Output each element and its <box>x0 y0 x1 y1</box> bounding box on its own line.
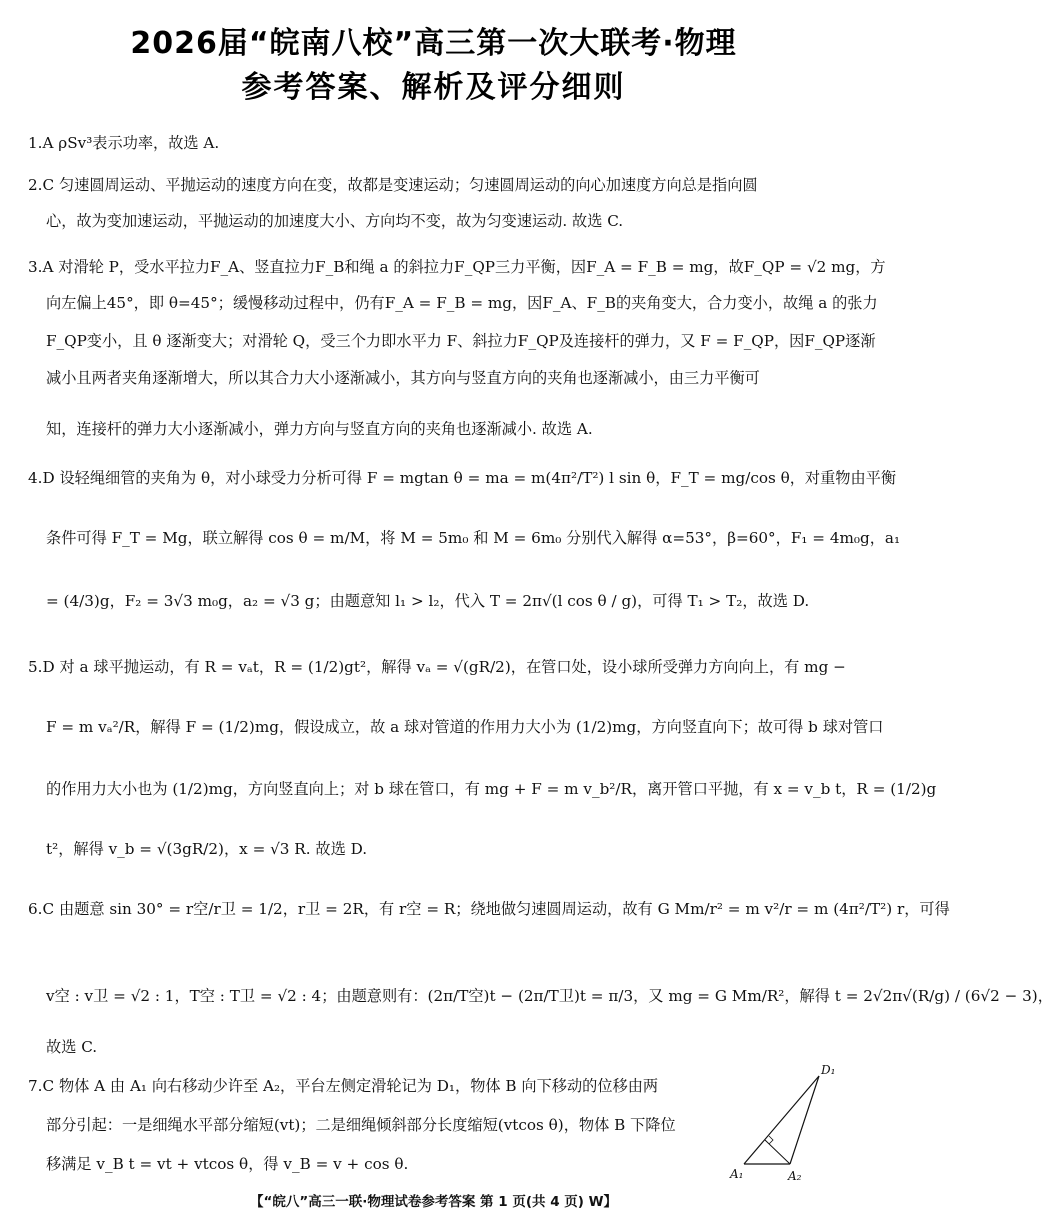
pulley-geometry-figure <box>724 1064 844 1184</box>
answer-1-line-1: 1.A ρSv³表示功率，故选 A. <box>28 134 220 152</box>
answer-4-line-1: 4.D 设轻绳细管的夹角为 θ，对小球受力分析可得 F = mgtan θ = ma = m(4π²/T²) l sin θ，F_T = mg/cos θ，对重物由平衡 <box>28 469 897 487</box>
answer-6-line-1: 6.C 由题意 sin 30° = r空/r卫 = 1/2，r卫 = 2R，有 r空 = R；绕地做匀速圆周运动，故有 G Mm/r² = m v²/r = m (4π²/T²) r，可得 <box>28 900 950 918</box>
page-footer: 【“皖八”高三一联·物理试卷参考答案 第 1 页(共 4 页) W】 <box>249 1194 618 1210</box>
answer-3-line-4: 减小且两者夹角逐渐增大，所以其合力大小逐渐减小，其方向与竖直方向的夹角也逐渐减小，由三力平衡可 <box>46 369 760 387</box>
label-a2: A₂ <box>788 1169 802 1183</box>
answer-6-line-2: v空 : v卫 = √2 : 1，T空 : T卫 = √2 : 4；由题意则有：(2π/T空)t − (2π/T卫)t = π/3，又 mg = G Mm/R²，解得 t = 2√2π√(R/g) / (6√2 − 3)， <box>46 987 1053 1005</box>
answer-2-line-2: 心，故为变加速运动，平抛运动的加速度大小、方向均不变，故为匀变速运动. 故选 C. <box>46 212 624 230</box>
answer-5-line-1: 5.D 对 a 球平抛运动，有 R = vₐt，R = (1/2)gt²，解得 vₐ = √(gR/2)，在管口处，设小球所受弹力方向向上，有 mg − <box>28 658 846 676</box>
label-a1: A₁ <box>730 1167 744 1181</box>
answer-5-line-2: F = m vₐ²/R，解得 F = (1/2)mg，假设成立，故 a 球对管道的作用力大小为 (1/2)mg，方向竖直向下；故可得 b 球对管口 <box>46 718 884 736</box>
answer-2-line-1: 2.C 匀速圆周运动、平抛运动的速度方向在变，故都是变速运动；匀速圆周运动的向心加速度方向总是指向圆 <box>28 176 758 194</box>
answer-5-line-4: t²，解得 v_b = √(3gR/2)，x = √3 R. 故选 D. <box>46 840 368 858</box>
answer-7-line-2: 部分引起：一是细绳水平部分缩短(vt)；二是细绳倾斜部分长度缩短(vtcos θ)，物体 B 下降位 <box>46 1116 676 1134</box>
answer-6-line-3: 故选 C. <box>46 1038 98 1056</box>
answer-3-line-5: 知，连接杆的弹力大小逐渐减小，弹力方向与竖直方向的夹角也逐渐减小. 故选 A. <box>46 420 593 438</box>
answer-3-line-3: F_QP变小，且 θ 逐渐变大；对滑轮 Q，受三个力即水平力 F、斜拉力F_QP及连接杆的弹力，又 F = F_QP，因F_QP逐渐 <box>46 332 876 350</box>
answer-5-line-3: 的作用力大小也为 (1/2)mg，方向竖直向上；对 b 球在管口，有 mg + F = m v_b²/R，离开管口平抛，有 x = v_b t，R = (1/2)g <box>46 780 937 798</box>
page-subtitle: 参考答案、解析及评分细则 <box>241 70 626 105</box>
answer-3-line-2: 向左偏上45°，即 θ=45°；缓慢移动过程中，仍有F_A = F_B = mg，因F_A、F_B的夹角变大，合力变小，故绳 a 的张力 <box>46 294 878 312</box>
answer-4-line-2: 条件可得 F_T = Mg，联立解得 cos θ = m/M，将 M = 5m₀ 和 M = 6m₀ 分别代入解得 α=53°，β=60°，F₁ = 4m₀g，a₁ <box>46 529 901 547</box>
answer-3-line-1: 3.A 对滑轮 P，受水平拉力F_A、竖直拉力F_B和绳 a 的斜拉力F_QP三力平衡，因F_A = F_B = mg，故F_QP = √2 mg，方 <box>28 258 886 276</box>
answer-7-line-1: 7.C 物体 A 由 A₁ 向右移动少许至 A₂，平台左侧定滑轮记为 D₁，物体 B 向下移动的位移由两 <box>28 1077 659 1095</box>
label-d1: D₁ <box>821 1063 836 1077</box>
answer-7-line-3: 移满足 v_B t = vt + vtcos θ，得 v_B = v + cos θ. <box>46 1155 409 1173</box>
answer-4-line-3: = (4/3)g，F₂ = 3√3 m₀g，a₂ = √3 g；由题意知 l₁ > l₂，代入 T = 2π√(l cos θ / g)，可得 T₁ > T₂，故选 D. <box>46 592 810 610</box>
page-title: 2026届“皖南八校”高三第一次大联考·物理 <box>130 26 737 61</box>
